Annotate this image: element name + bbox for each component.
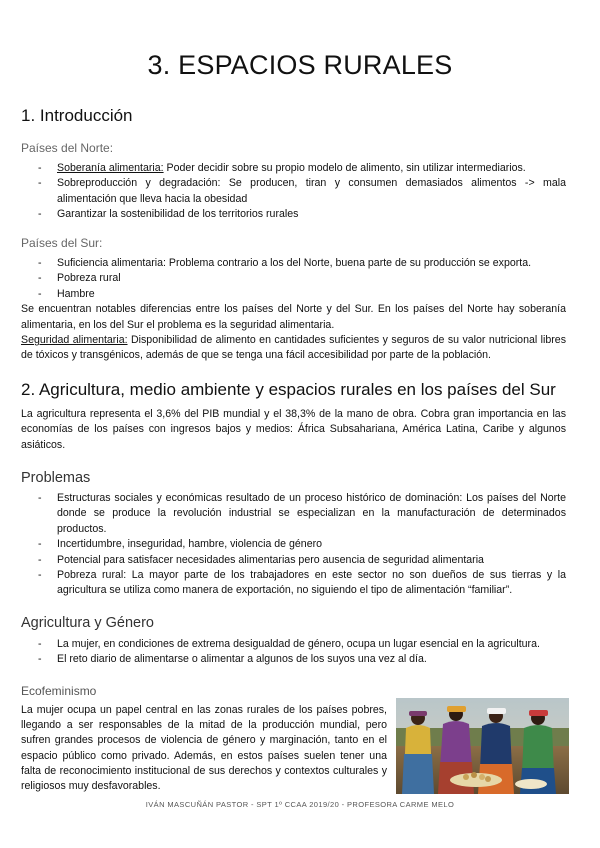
list-item: - Incertidumbre, inseguridad, hambre, violencia de género — [21, 537, 566, 552]
page-title: 3. ESPACIOS RURALES — [147, 50, 453, 80]
list-item — [21, 161, 566, 176]
subheading-ecofeminismo: Ecofeminismo — [21, 684, 97, 698]
genero-list — [21, 637, 566, 668]
agricultura-block — [21, 407, 566, 453]
agricultura-paragraph: La agricultura representa el 3,6% del PIB mundial y el 38,3% de la mano de obra. Cobra gran importancia en las economías de los países con ingresos bajos y medios: África Subsahariana, América Latina, Caribe y algunos asiáticos. — [21, 408, 566, 451]
sur-block — [21, 256, 566, 364]
list-item-text: Sobreproducción y degradación: Se producen, tiran y consumen demasiados alimentos -> mala alimentación que lleva hacia la obesidad — [57, 177, 566, 205]
problemas-list — [21, 491, 566, 599]
subheading-agricultura-genero: Agricultura y Género — [21, 615, 154, 631]
page-footer: IVÁN MASCUÑÁN PASTOR - SPT 1º CCAA 2019/20 - PROFESORA CARME MELO — [145, 800, 455, 809]
list-item: - Pobreza rural: La mayor parte de los trabajadores en este sector no son dueños de sus tierras y la agricultura se utiliza como manera de exportación, no siguiendo el tipo de alimentación “familiar”. — [21, 568, 566, 599]
seguridad-alimentaria-definition — [21, 333, 566, 364]
subheading-paises-sur: Países del Sur: — [21, 236, 103, 250]
soberania-label: Soberanía alimentaria: — [57, 162, 164, 174]
norte-list — [21, 161, 566, 223]
problemas-block — [21, 491, 566, 599]
section-heading-introduccion: 1. Introducción — [21, 106, 133, 125]
list-item: - Hambre — [21, 287, 566, 302]
subheading-problemas: Problemas — [21, 470, 91, 486]
list-item: - El reto diario de alimentarse o alimentar a algunos de los suyos una vez al día. — [21, 652, 566, 667]
list-item-text: Poder decidir sobre su propio modelo de alimento, sin utilizar intermediarios. — [163, 162, 526, 174]
intro-paragraph: Se encuentran notables diferencias entre los países del Norte y del Sur. En los países del Norte hay soberanía alimentaria, en los del Sur el problema es la seguridad alimentaria. — [21, 303, 566, 331]
women-farmers-photo — [396, 698, 569, 794]
women-farmers-illustration — [396, 698, 569, 794]
seguridad-label: Seguridad alimentaria: — [21, 334, 128, 347]
list-item: - Potencial para satisfacer necesidades alimentarias pero ausencia de seguridad alimentaria — [21, 553, 566, 568]
genero-block — [21, 637, 566, 668]
list-item-text: Garantizar la sostenibilidad de los territorios rurales — [57, 208, 299, 221]
list-item: - Pobreza rural — [21, 271, 566, 286]
subheading-paises-norte: Países del Norte: — [21, 141, 114, 155]
list-item — [21, 176, 566, 207]
list-item: - Suficiencia alimentaria: Problema contrario a los del Norte, buena parte de su producción se exporta. — [21, 256, 566, 271]
ecofeminismo-paragraph: La mujer ocupa un papel central en las zonas rurales de los países pobres, llegando a ser responsables de la mitad de la producción mundial, pero sufren grandes procesos de violencia de género y marginación, tanto en el espacio público como privado. Además, en estos países suelen tener una falta de reconocimiento institucional de sus derechos y contextos culturales y religiosos muy desfavorables. — [21, 704, 387, 793]
norte-list-block — [21, 161, 566, 223]
seguridad-text: Disponibilidad de alimento en cantidades suficientes y seguros de su valor nutricional libres de tóxicos y transgénicos, además de que se tenga una fácil accesibilidad por parte de la población. — [21, 334, 566, 362]
sur-list — [21, 256, 566, 302]
list-item: - Estructuras sociales y económicas resultado de un proceso histórico de dominación: Los países del Norte donde se produce la revolución industrial se especializan en la manufacturación de determinados productos. — [21, 491, 566, 537]
section-heading-agricultura: 2. Agricultura, medio ambiente y espacios rurales en los países del Sur — [21, 380, 556, 399]
list-item: - La mujer, en condiciones de extrema desigualdad de género, ocupa un lugar esencial en la agricultura. — [21, 637, 566, 652]
list-item — [21, 207, 566, 222]
